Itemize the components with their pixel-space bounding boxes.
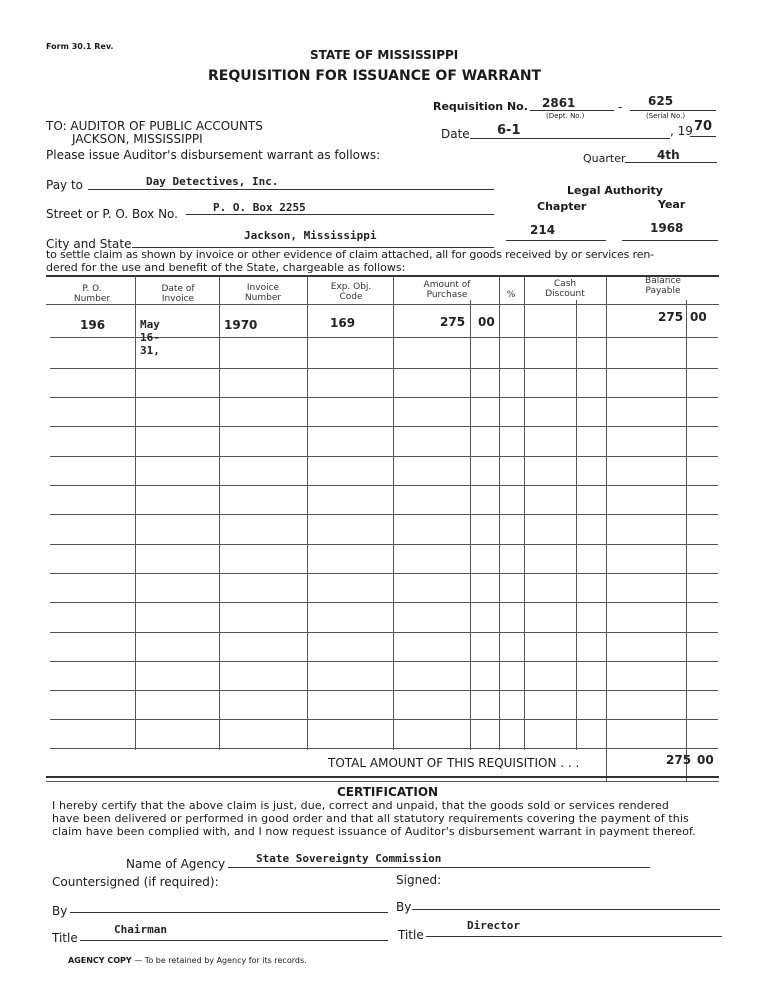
street-line: [186, 214, 494, 215]
left-by-line: [70, 912, 388, 913]
header-cash: Cash Discount: [545, 279, 585, 299]
row-rule: [50, 485, 718, 486]
footer-bold: AGENCY COPY: [68, 956, 132, 965]
dept-caption: (Dept. No.): [546, 112, 585, 120]
agency-value: State Sovereignty Commission: [256, 852, 442, 865]
row-rule: [50, 602, 718, 603]
left-title-label: Title: [52, 931, 78, 945]
chapter-value: 214: [530, 223, 556, 237]
date-value: 6-1: [497, 123, 521, 138]
footer-rest: — To be retained by Agency for its records.: [131, 956, 307, 965]
certification-line-2: have been delivered or performed in good order and that all statutory requirements covering the payment of this: [52, 812, 689, 825]
footer-note: [68, 956, 307, 965]
col-rule-2: [219, 276, 220, 750]
row-balance-cents: 00: [690, 310, 707, 324]
certification-line-3: claim have been complied with, and I now request issuance of Auditor's disbursement warrant in payment thereof.: [52, 825, 696, 838]
right-by-label: By: [396, 900, 412, 914]
dash: -: [618, 100, 623, 114]
header-po: P. O. Number: [73, 284, 111, 304]
pay-to-line: [88, 189, 494, 190]
agency-label: Name of Agency: [126, 857, 226, 871]
left-by-label: By: [52, 904, 68, 918]
settle-line-1: to settle claim as shown by invoice or other evidence of claim attached, all for goods received by or services ren-: [46, 248, 654, 261]
chapter-label: Chapter: [537, 200, 587, 213]
right-title-value: Director: [467, 919, 520, 932]
row-rule: [50, 544, 718, 545]
col-rule-10: [686, 300, 687, 782]
col-rule-4: [393, 276, 394, 750]
please-issue: Please issue Auditor's disbursement warrant as follows:: [46, 148, 381, 162]
city-label: City and State: [46, 237, 132, 251]
certification-line-1: I hereby certify that the above claim is just, due, correct and unpaid, that the goods sold or services rendered: [52, 799, 670, 812]
col-rule-1: [135, 276, 136, 750]
settle-line-2: dered for the use and benefit of the State, chargeable as follows:: [46, 261, 406, 274]
total-label: TOTAL AMOUNT OF THIS REQUISITION . . .: [328, 756, 580, 770]
row-rule: [50, 397, 718, 398]
left-title-line: [80, 940, 388, 941]
date-line: [470, 138, 670, 139]
form-title: REQUISITION FOR ISSUANCE OF WARRANT: [208, 68, 542, 84]
row-rule: [50, 426, 718, 427]
header-percent: %: [506, 290, 516, 300]
serial-no-line: [630, 110, 716, 111]
header-invoice: Invoice Number: [244, 283, 282, 303]
year-value: 70: [694, 119, 713, 134]
row-rule: [50, 514, 718, 515]
right-title-label: Title: [398, 928, 424, 942]
serial-caption: (Serial No.): [646, 112, 686, 120]
street-value: P. O. Box 2255: [213, 201, 306, 214]
requisition-label: Requisition No.: [433, 100, 528, 113]
row-rule: [50, 690, 718, 691]
row-invoice: 1970: [224, 318, 258, 332]
quarter-line: [625, 162, 717, 163]
header-date: Date of Invoice: [161, 284, 195, 304]
to-auditor: TO: AUDITOR OF PUBLIC ACCOUNTS: [46, 119, 263, 133]
total-cents: 00: [697, 753, 714, 767]
state-heading: STATE OF MISSISSIPPI: [310, 48, 459, 62]
form-number: Form 30.1 Rev.: [46, 42, 114, 51]
row-rule: [50, 748, 718, 749]
year-prefix: , 19: [670, 124, 693, 138]
street-label: Street or P. O. Box No.: [46, 207, 178, 221]
row-rule: [50, 632, 718, 633]
year-auth-line: [622, 240, 718, 241]
row-rule: [50, 719, 718, 720]
row-rule: [50, 661, 718, 662]
year-auth-value: 1968: [650, 221, 684, 235]
row-amount-dollars: 275: [440, 315, 466, 329]
quarter-label: Quarter: [583, 152, 626, 165]
col-rule-7: [524, 276, 525, 750]
pay-to-label: Pay to: [46, 178, 84, 192]
right-by-line: [412, 909, 720, 910]
city-value: Jackson, Mississippi: [244, 229, 377, 242]
table-header-rule: [46, 304, 719, 305]
header-amount: Amount of Purchase: [423, 280, 471, 300]
to-city: JACKSON, MISSISSIPPI: [72, 132, 203, 146]
serial-no-value: 625: [648, 94, 674, 108]
right-title-line: [426, 936, 722, 937]
legal-authority-label: Legal Authority: [567, 184, 663, 197]
row-rule: [50, 368, 718, 369]
row-date: May 16-31,: [140, 318, 160, 357]
row-po: 196: [80, 318, 106, 332]
left-title-value: Chairman: [114, 923, 167, 936]
total-rule-2: [46, 781, 719, 782]
certification-heading: CERTIFICATION: [337, 785, 439, 799]
countersigned-label: Countersigned (if required):: [52, 875, 219, 889]
col-rule-9: [606, 276, 607, 782]
row-balance-dollars: 275: [658, 310, 684, 324]
pay-to-value: Day Detectives, Inc.: [146, 175, 279, 188]
total-rule-1: [46, 776, 719, 778]
dept-no-line: [530, 110, 614, 111]
date-label: Date: [441, 127, 470, 141]
col-rule-6: [499, 276, 500, 750]
header-exp: Exp. Obj. Code: [330, 282, 372, 302]
col-rule-3: [307, 276, 308, 750]
signed-label: Signed:: [396, 873, 442, 887]
quarter-value: 4th: [657, 148, 680, 162]
header-balance: Balance Payable: [645, 276, 681, 296]
dept-no-value: 2861: [542, 96, 576, 110]
row-rule: [50, 573, 718, 574]
row-rule: [50, 456, 718, 457]
row-amount-cents: 00: [478, 315, 495, 329]
year-line: [690, 136, 716, 137]
chapter-line: [506, 240, 606, 241]
year-label: Year: [658, 198, 686, 211]
row-exp: 169: [330, 316, 356, 330]
agency-line: [228, 867, 650, 868]
total-dollars: 275: [666, 753, 692, 767]
